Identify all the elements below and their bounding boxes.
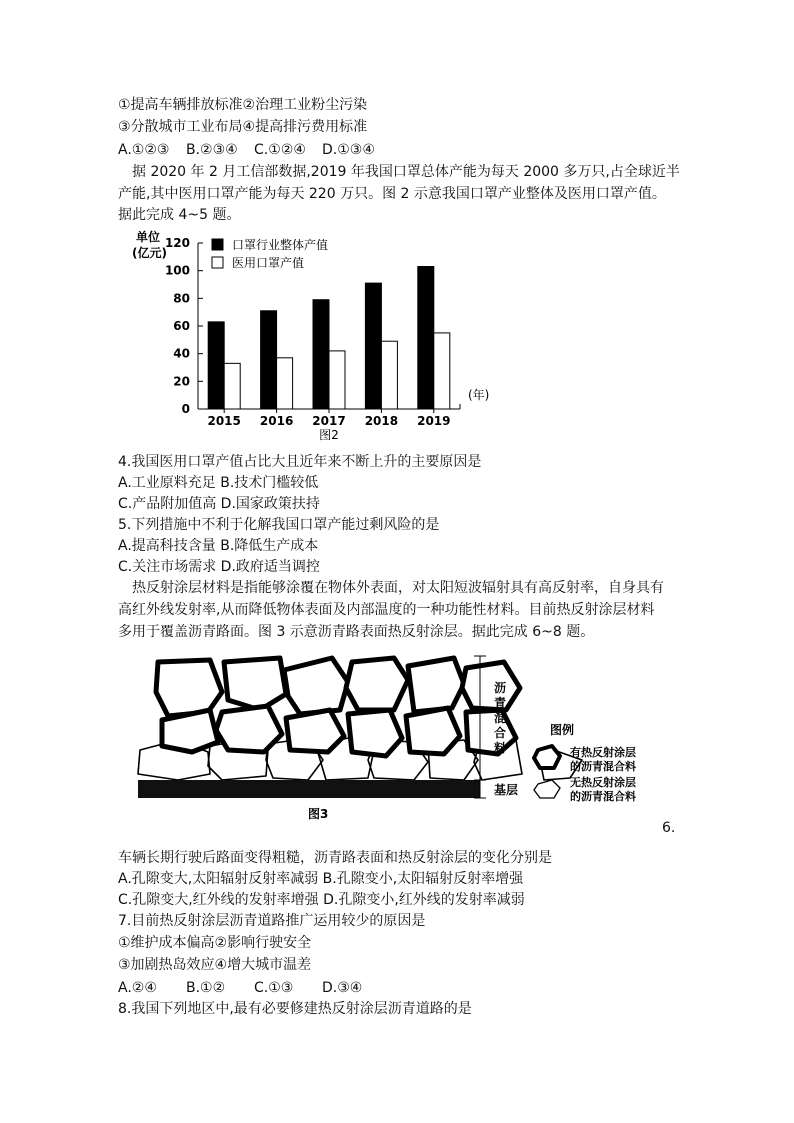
legend-swatch-plain bbox=[534, 780, 560, 798]
passage1-line-1: 据 2020 年 2 月工信部数据,2019 年我国口罩总体产能为每天 2000 多万只,占全球近半 bbox=[132, 164, 680, 180]
bar bbox=[261, 311, 277, 409]
passage2-line-1: 热反射涂层材料是指能够涂覆在物体外表面，对太阳短波辐射具有高反射率，自身具有 bbox=[132, 580, 664, 596]
q7-statement-line-2: ③加剧热岛效应④增大城市温差 bbox=[118, 957, 312, 973]
figure-2-caption: 图2 bbox=[319, 428, 339, 442]
bar bbox=[418, 267, 434, 409]
legend-swatch-coated bbox=[534, 746, 560, 768]
bar bbox=[277, 358, 293, 409]
q3-option-b: B.②③④ bbox=[186, 142, 238, 158]
coated-aggregate bbox=[162, 710, 218, 752]
q6-options-line-1: A.孔隙变大,太阳辐射反射率减弱 B.孔隙变小,太阳辐射反射率增强 bbox=[118, 871, 524, 887]
coated-aggregate bbox=[284, 658, 348, 714]
y-axis-unit-line-2: (亿元) bbox=[132, 246, 167, 260]
q6-stem: 车辆长期行驶后路面变得粗糙，沥青路表面和热反射涂层的变化分别是 bbox=[118, 850, 552, 866]
q7-option-b: B.①② bbox=[186, 980, 226, 996]
q3-statement-line-1: ①提高车辆排放标准②治理工业粉尘污染 bbox=[118, 97, 368, 113]
q3-option-a: A.①②③ bbox=[118, 142, 170, 158]
passage2-line-3: 多用于覆盖沥青路面。图 3 示意沥青路表面热反射涂层。据此完成 6~8 题。 bbox=[118, 624, 595, 640]
x-tick-label: 2017 bbox=[312, 414, 346, 428]
q5-stem: 5.下列措施中不利于化解我国口罩产能过剩风险的是 bbox=[118, 517, 440, 533]
bar bbox=[224, 363, 240, 409]
y-tick-label: 0 bbox=[181, 402, 190, 416]
coated-aggregate bbox=[156, 660, 222, 716]
q4-options-line-2: C.产品附加值高 D.国家政策扶持 bbox=[118, 496, 320, 512]
y-tick-label: 40 bbox=[173, 346, 190, 361]
x-axis-unit: (年) bbox=[468, 388, 490, 402]
layer-label-base: 基层 bbox=[494, 783, 519, 797]
q6-options-line-2: C.孔隙变大,红外线的发射率增强 D.孔隙变小,红外线的发射率减弱 bbox=[118, 892, 525, 908]
layer-label-asphalt-mix: 沥青混合料 bbox=[494, 681, 507, 755]
bar bbox=[434, 333, 450, 409]
q5-options-line-1: A.提高科技含量 B.降低生产成本 bbox=[118, 538, 319, 554]
q4-stem: 4.我国医用口罩产值占比大且近年来不断上升的主要原因是 bbox=[118, 454, 482, 470]
bar bbox=[313, 300, 329, 409]
y-tick-label: 80 bbox=[173, 291, 190, 306]
legend-swatch bbox=[212, 257, 223, 268]
passage2-line-2: 高红外线发射率,从而降低物体表面及内部温度的一种功能性材料。目前热反射涂层材料 bbox=[118, 602, 655, 618]
q3-option-d: D.①③④ bbox=[322, 142, 375, 158]
coated-aggregate bbox=[466, 710, 516, 754]
q7-option-c: C.①③ bbox=[254, 980, 294, 996]
bar bbox=[365, 283, 381, 409]
legend-coated-line-2: 的沥青混合料 bbox=[570, 760, 636, 773]
coated-aggregate bbox=[346, 658, 408, 710]
x-tick-label: 2019 bbox=[417, 414, 451, 428]
coated-aggregate bbox=[348, 710, 402, 756]
legend-coated-line-1: 有热反射涂层 bbox=[570, 746, 636, 759]
y-tick-label: 20 bbox=[173, 374, 190, 389]
coated-aggregate bbox=[224, 658, 286, 710]
base-layer bbox=[138, 780, 480, 798]
q8-stem: 8.我国下列地区中,最有必要修建热反射涂层沥青道路的是 bbox=[118, 1001, 472, 1017]
q7-stem: 7.目前热反射涂层沥青道路推广运用较少的原因是 bbox=[118, 913, 426, 929]
passage1-line-3: 据此完成 4~5 题。 bbox=[118, 207, 241, 223]
q5-options-line-2: C.关注市场需求 D.政府适当调控 bbox=[118, 559, 320, 575]
y-tick-label: 120 bbox=[164, 236, 190, 250]
q3-options bbox=[118, 140, 375, 160]
coated-aggregate bbox=[216, 706, 282, 752]
bar bbox=[381, 341, 397, 409]
legend-label: 医用口罩产值 bbox=[232, 256, 305, 270]
q3-statement-line-2: ③分散城市工业布局④提高排污费用标准 bbox=[118, 119, 368, 135]
coated-aggregate bbox=[286, 710, 344, 752]
q7-statement-line-1: ①维护成本偏高②影响行驶安全 bbox=[118, 935, 312, 951]
x-tick-label: 2015 bbox=[207, 414, 241, 428]
figure-3-caption: 图3 bbox=[308, 807, 329, 821]
x-tick-label: 2016 bbox=[259, 414, 294, 428]
q3-option-c: C.①②④ bbox=[254, 142, 306, 158]
coated-aggregate bbox=[406, 708, 460, 754]
y-axis-unit-line-1: 单位 bbox=[136, 230, 161, 244]
legend-label: 口罩行业整体产值 bbox=[232, 238, 329, 252]
figure-3-asphalt-diagram bbox=[118, 652, 658, 832]
q4-options-line-1: A.工业原料充足 B.技术门槛较低 bbox=[118, 475, 319, 491]
legend-title: 图例 bbox=[550, 723, 575, 737]
coated-aggregate bbox=[408, 658, 464, 712]
coated-aggregate bbox=[462, 662, 520, 710]
legend-swatch bbox=[212, 239, 223, 250]
q7-options bbox=[118, 978, 362, 998]
y-tick-label: 60 bbox=[173, 319, 190, 333]
y-tick-label: 100 bbox=[164, 263, 190, 278]
bar bbox=[329, 351, 345, 409]
bar bbox=[208, 322, 224, 409]
figure-2-bar-chart bbox=[118, 225, 498, 443]
passage1-line-2: 产能,其中医用口罩产能为每天 220 万只。图 2 示意我国口罩产业整体及医用口罩产值。 bbox=[118, 186, 666, 202]
q7-option-a: A.②④ bbox=[118, 980, 157, 996]
q7-option-d: D.③④ bbox=[322, 980, 363, 996]
legend-plain-line-1: 无热反射涂层 bbox=[570, 776, 636, 789]
x-tick-label: 2018 bbox=[364, 414, 399, 428]
coated-aggregate-group bbox=[156, 658, 520, 756]
legend-plain-line-2: 的沥青混合料 bbox=[570, 790, 636, 803]
q6-number: 6. bbox=[662, 820, 676, 836]
